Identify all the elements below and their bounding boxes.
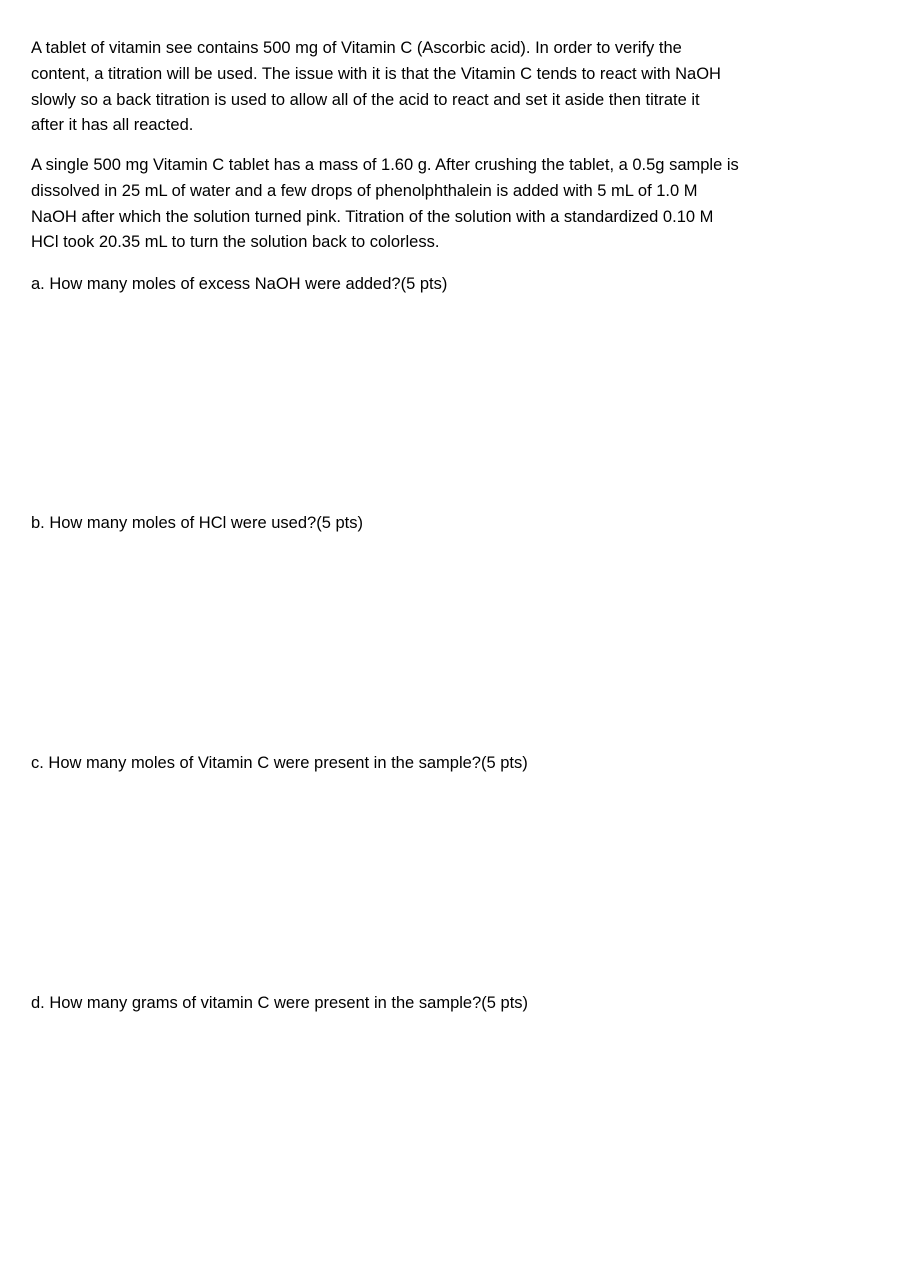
intro-line-2: content, a titration will be used. The issue with it is that the Vitamin C tends to react with NaOH <box>31 64 721 83</box>
question-b: b. How many moles of HCl were used?(5 pts) <box>31 514 363 532</box>
procedure-line-1: A single 500 mg Vitamin C tablet has a mass of 1.60 g. After crushing the tablet, a 0.5g sample is <box>31 156 739 174</box>
question-a: a. How many moles of excess NaOH were added?(5 pts) <box>31 275 448 293</box>
procedure-line-2: dissolved in 25 mL of water and a few drops of phenolphthalein is added with 5 mL of 1.0 M <box>31 181 698 200</box>
question-d: d. How many grams of vitamin C were present in the sample?(5 pts) <box>31 994 529 1012</box>
procedure-line-4: HCl took 20.35 mL to turn the solution back to colorless. <box>31 233 440 252</box>
procedure-paragraph <box>31 153 821 256</box>
intro-line-4: after it has all reacted. <box>31 116 194 135</box>
question-c: c. How many moles of Vitamin C were present in the sample?(5 pts) <box>31 754 528 772</box>
procedure-line-3: NaOH after which the solution turned pink. Titration of the solution with a standardized 0.10 M <box>31 207 714 226</box>
intro-paragraph <box>31 36 821 139</box>
intro-line-1: A tablet of vitamin see contains 500 mg of Vitamin C (Ascorbic acid). In order to verify the <box>31 39 682 57</box>
intro-line-3: slowly so a back titration is used to allow all of the acid to react and set it aside then titrate it <box>31 90 700 109</box>
